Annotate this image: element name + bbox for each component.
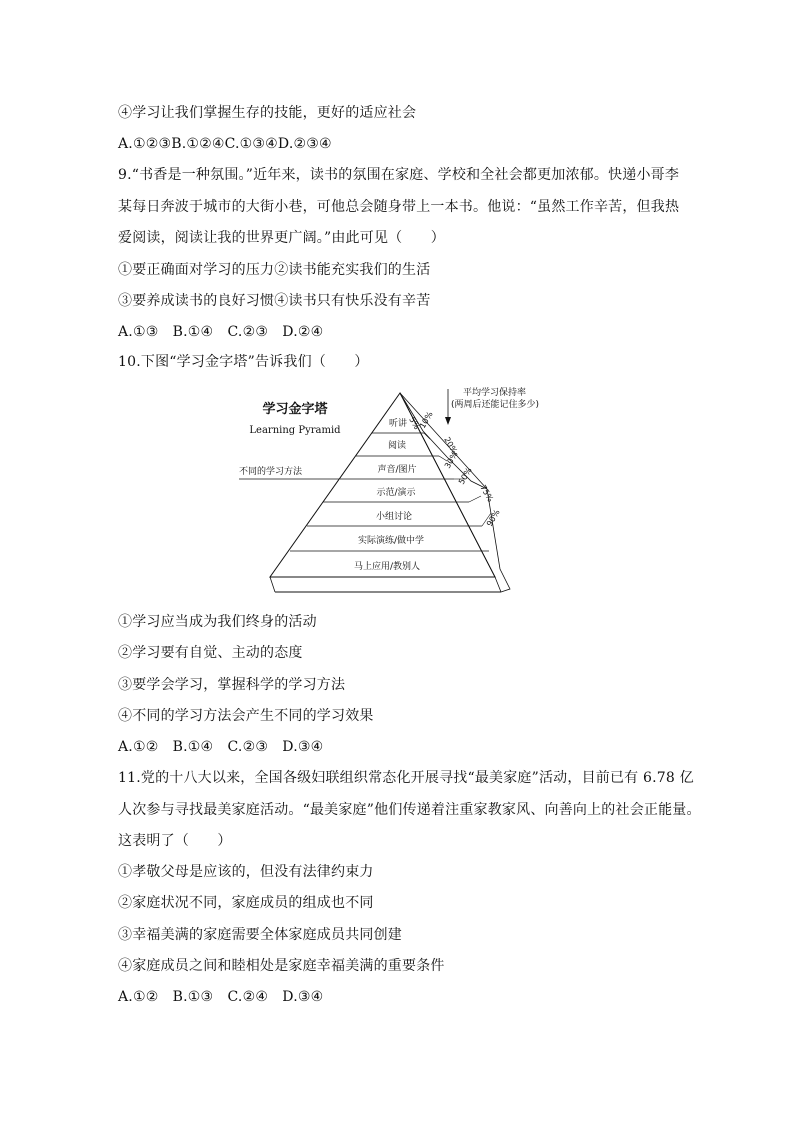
layer-label: 小组讨论: [375, 512, 413, 522]
text-line: 人次参与寻找最美家庭活动。“最美家庭”他们传递着注重家教家风、向善向上的社会正能量。: [118, 802, 701, 818]
layer-label: 示范/演示: [376, 488, 416, 498]
rate-label: 90%: [484, 508, 502, 528]
side-divider: [469, 496, 481, 502]
learning-pyramid-svg: [225, 381, 565, 599]
layer-label: 听讲: [388, 419, 408, 429]
layer-label: 声音/图片: [377, 465, 417, 475]
pyramid-base-left: [270, 577, 275, 592]
text-line: ①学习应当成为我们终身的活动: [118, 614, 317, 630]
retention-label: 平均学习保持率: [463, 388, 527, 398]
layer-label: 马上应用/教别人: [353, 562, 421, 572]
text-line: A.①②③B.①②④C.①③④D.②③④: [118, 136, 332, 152]
text-line: 某每日奔波于城市的大街小巷，可他总会随身带上一本书。他说：“虽然工作辛苦，但我热: [118, 199, 680, 215]
text-line: 10.下图“学习金字塔”告诉我们（ ）: [118, 354, 369, 370]
text-line: ③要学会学习，掌握科学的学习方法: [118, 677, 346, 693]
rate-label: 10%: [417, 410, 435, 430]
rate-label: 50%: [456, 466, 474, 486]
text-line: A.①③ B.①④ C.②③ D.②④: [118, 324, 324, 340]
retention-arrow-head: [445, 417, 451, 425]
rate-label: 30%: [442, 450, 460, 470]
text-line: 爱阅读，阅读让我的世界更广阔。”由此可见（ ）: [118, 230, 445, 246]
text-line: 这表明了（ ）: [118, 833, 232, 849]
text-line: 11.党的十八大以来，全国各级妇联组织常态化开展寻找“最美家庭”活动，目前已有 6.78 亿: [118, 770, 694, 786]
text-line: ①孝敬父母是应该的，但没有法律约束力: [118, 864, 374, 880]
text-line: ③要养成读书的良好习惯④读书只有快乐没有辛苦: [118, 293, 431, 309]
text-line: A.①② B.①③ C.②④ D.③④: [118, 989, 324, 1005]
pyramid-subtitle: Learning Pyramid: [249, 425, 341, 436]
pyramid-title: 学习金字塔: [262, 402, 328, 417]
text-line: ④不同的学习方法会产生不同的学习效果: [118, 708, 374, 724]
learning-pyramid-figure: [225, 381, 565, 599]
text-line: ②家庭状况不同，家庭成员的组成也不同: [118, 895, 374, 911]
text-line: ④家庭成员之间和睦相处是家庭幸福美满的重要条件: [118, 958, 445, 974]
text-line: A.①② B.①④ C.②③ D.③④: [118, 739, 324, 755]
methods-label: 不同的学习方法: [239, 467, 303, 477]
text-line: ①要正确面对学习的压力②读书能充实我们的生活: [118, 262, 431, 278]
retention-sublabel: (两周后还能记住多少): [451, 400, 540, 410]
rate-label: 5%: [407, 415, 422, 432]
rate-label: 20%: [442, 435, 459, 456]
rate-label: 75%: [478, 483, 495, 504]
layer-label: 阅读: [387, 441, 407, 451]
text-line: ③幸福美满的家庭需要全体家庭成员共同创建: [118, 927, 402, 943]
text-line: ②学习要有自觉、主动的态度: [118, 645, 303, 661]
text-line: 9.“书香是一种氛围。”近年来，读书的氛围在家庭、学校和全社会都更加浓郁。快递小哥李: [118, 167, 680, 183]
text-line: ④学习让我们掌握生存的技能，更好的适应社会: [118, 105, 417, 121]
layer-label: 实际演练/做中学: [357, 536, 425, 546]
side-divider: [424, 433, 430, 439]
